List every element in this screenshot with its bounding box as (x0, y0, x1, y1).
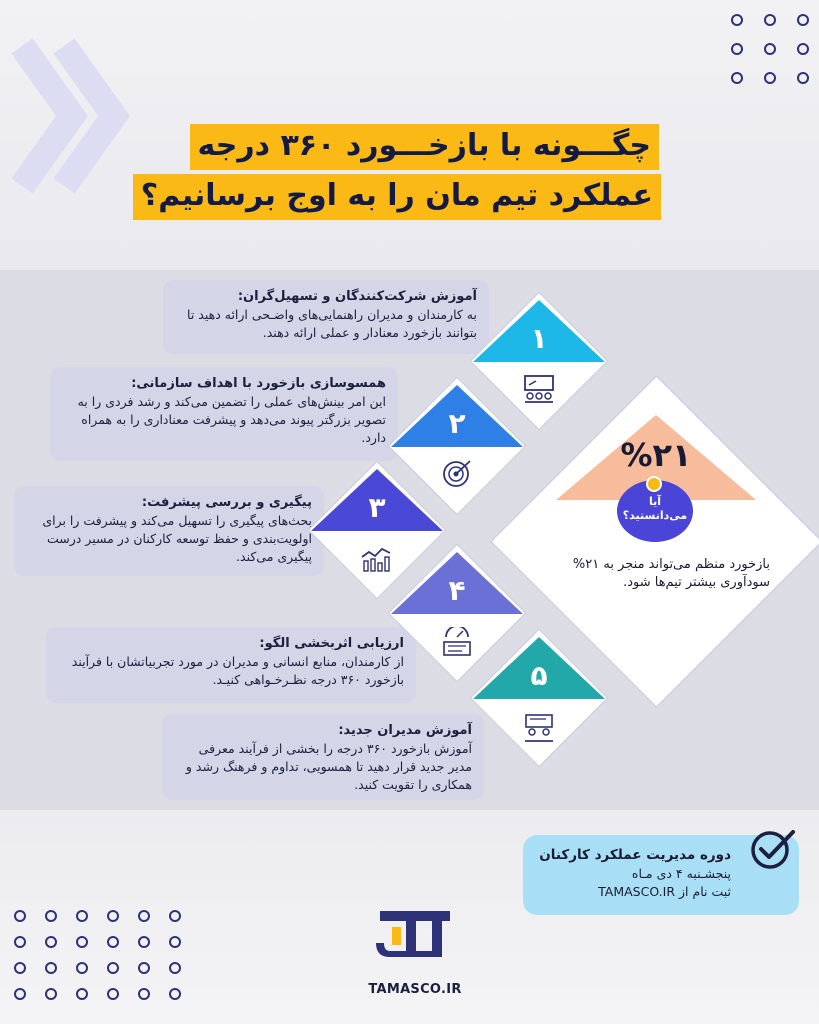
title-line-1: چگـــونه با بازخـــورد ۳۶۰ درجه (190, 124, 660, 170)
decorative-dots-top (731, 14, 809, 84)
step-number-2: ۲ (448, 407, 466, 440)
fact-percent: %۲۱ (620, 436, 692, 474)
step-text: بحث‌های پیگیری را تسهیل می‌کند و پیشرفت را برای اولویت‌بندی و حفظ توسعه کارکنان در مسیر درست پیگیری می‌کند. (42, 513, 312, 564)
decorative-dots-bottom (14, 910, 181, 1000)
title-line-2: عملکرد تیم مان را به اوج برسانیم؟ (133, 174, 661, 220)
presentation-icon (522, 374, 556, 404)
target-icon (440, 458, 474, 488)
step-text: از کارمندان، منابع انسانی و مدیران در مورد تجربیاتشان با فرآیند بازخورد ۳۶۰ درجه نظـرخـواهی کنیـد. (71, 654, 404, 687)
step-number-4: ۴ (448, 574, 466, 607)
step-card-5 (162, 714, 484, 800)
step-number-3: ۳ (368, 491, 386, 524)
step-card-1 (163, 280, 489, 354)
step-text: آموزش بازخورد ۳۶۰ درجه را بخشی از فرآیند معرفی مدیر جدید قرار دهید تا همسویی، تداوم و فرهنگ رشد و همکاری را تقویت کنید. (185, 741, 472, 792)
course-title: دوره مدیریت عملکرد کارکنان (539, 847, 731, 863)
step-card-2 (50, 367, 398, 461)
step-heading: آموزش شرکت‌کنندگان و تسهیل‌گران: (237, 289, 477, 304)
logo-text: TAMASCO.IR (368, 982, 462, 997)
growth-chart-icon (360, 543, 394, 573)
step-number-1: ۱ (530, 322, 548, 355)
step-text: به کارمندان و مدیران راهنمایی‌های واضـحی ارائه دهید تا بتوانند بازخورد معنادار و عملی ارائه دهند. (187, 307, 477, 340)
did-you-know-badge: آیا می‌دانستید؟ (617, 480, 693, 542)
step-heading: پیگیری و بررسی پیشرفت: (141, 495, 312, 510)
tamasco-logo (372, 905, 458, 965)
checkmark-icon (748, 826, 796, 872)
evaluation-icon (440, 627, 474, 657)
team-meeting-icon (522, 713, 556, 743)
step-heading: همسوسازی بازخورد با اهداف سازمانی: (131, 376, 386, 391)
step-text: این امر بینش‌های عملی را تضمین می‌کند و رشد فردی را به تصویر بزرگتر پیوند می‌دهد و پیشرفت معناداری را به همراه دارد. (77, 394, 386, 445)
lightbulb-icon (646, 476, 662, 492)
double-chevron-icon (12, 36, 132, 196)
step-heading: ارزیابی اثربخشی الگو: (259, 636, 404, 651)
fact-text: بازخورد منظم می‌تواند منجر به ۲۱% سودآوری بیشتر تیم‌ها شود. (572, 557, 770, 590)
step-card-3 (14, 486, 324, 576)
step-card-4 (46, 627, 416, 703)
step-number-5: ۵ (530, 659, 548, 692)
course-register: ثبت نام از TAMASCO.IR (598, 884, 731, 899)
step-heading: آموزش مدیران جدید: (338, 723, 472, 738)
course-date: پنجشـنبه ۴ دی مـاه (631, 866, 731, 881)
